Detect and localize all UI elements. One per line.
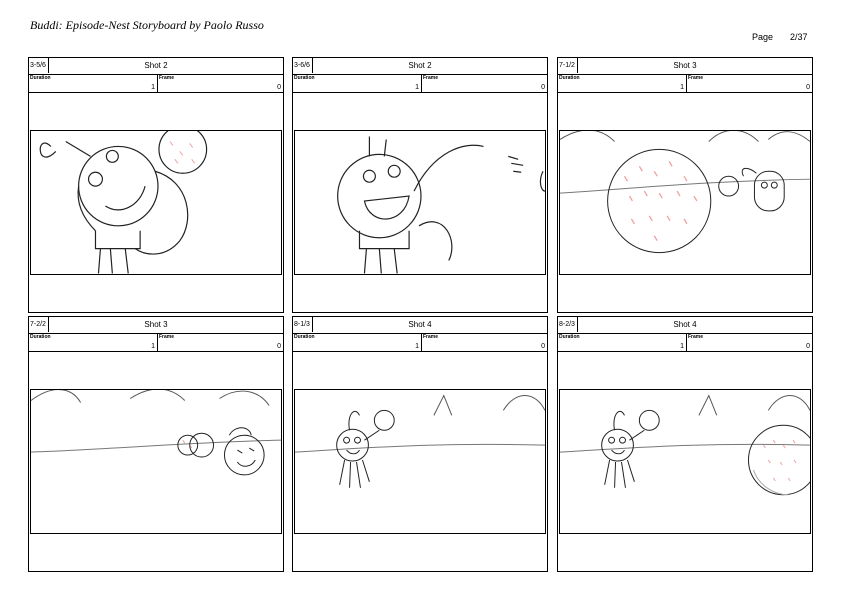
- frame-value: 0: [806, 84, 810, 91]
- storyboard-panel: [28, 316, 284, 572]
- scene-number: 7-2/2: [29, 317, 49, 332]
- buddi-closeup-drawing: [31, 131, 281, 274]
- shot-label: Shot 2: [144, 61, 168, 70]
- ball-collision-drawing: [31, 390, 281, 533]
- duration-value: 1: [415, 84, 419, 91]
- duration-value: 1: [680, 343, 684, 350]
- duration-label: Duration: [559, 334, 580, 340]
- scene-number: 3-6/6: [293, 58, 313, 73]
- page-indicator: [752, 32, 808, 42]
- duration-value: 1: [680, 84, 684, 91]
- frame-label: Frame: [688, 75, 704, 81]
- shot-label: Shot 4: [673, 320, 697, 329]
- buddi-holding-ball-drawing: [295, 390, 545, 533]
- panel-drawing: [30, 130, 282, 275]
- ball-approaching-drawing: [560, 131, 810, 274]
- ball-incoming-drawing: [560, 390, 810, 533]
- shot-label: Shot 3: [144, 320, 168, 329]
- storyboard-panel: [28, 57, 284, 313]
- scene-number: 8-2/3: [558, 317, 578, 332]
- duration-value: 1: [415, 343, 419, 350]
- frame-value: 0: [277, 84, 281, 91]
- duration-value: 1: [151, 343, 155, 350]
- shot-label: Shot 4: [408, 320, 432, 329]
- duration-label: Duration: [30, 75, 51, 81]
- duration-label: Duration: [294, 334, 315, 340]
- shot-label: Shot 2: [408, 61, 432, 70]
- panel-drawing: [294, 389, 546, 534]
- frame-value: 0: [541, 84, 545, 91]
- storyboard-panel: [557, 57, 813, 313]
- scene-number: 7-1/2: [558, 58, 578, 73]
- shot-label: Shot 3: [673, 61, 697, 70]
- page-number: 2/37: [790, 32, 808, 42]
- document-title: Buddi: Episode-Nest Storyboard by Paolo Russo: [30, 18, 264, 32]
- scene-number: 8-1/3: [293, 317, 313, 332]
- page-label: Page: [752, 32, 774, 42]
- storyboard-panel: [292, 316, 548, 572]
- storyboard-panel: [557, 316, 813, 572]
- frame-value: 0: [806, 343, 810, 350]
- buddi-cheering-drawing: [295, 131, 545, 274]
- panel-drawing: [559, 130, 811, 275]
- frame-value: 0: [277, 343, 281, 350]
- frame-label: Frame: [159, 334, 175, 340]
- duration-label: Duration: [294, 75, 315, 81]
- storyboard-panel: [292, 57, 548, 313]
- frame-label: Frame: [423, 334, 439, 340]
- panel-drawing: [294, 130, 546, 275]
- frame-value: 0: [541, 343, 545, 350]
- duration-value: 1: [151, 84, 155, 91]
- frame-label: Frame: [159, 75, 175, 81]
- panel-drawing: [559, 389, 811, 534]
- scene-number: 3-5/6: [29, 58, 49, 73]
- duration-label: Duration: [30, 334, 51, 340]
- duration-label: Duration: [559, 75, 580, 81]
- frame-label: Frame: [688, 334, 704, 340]
- panel-drawing: [30, 389, 282, 534]
- frame-label: Frame: [423, 75, 439, 81]
